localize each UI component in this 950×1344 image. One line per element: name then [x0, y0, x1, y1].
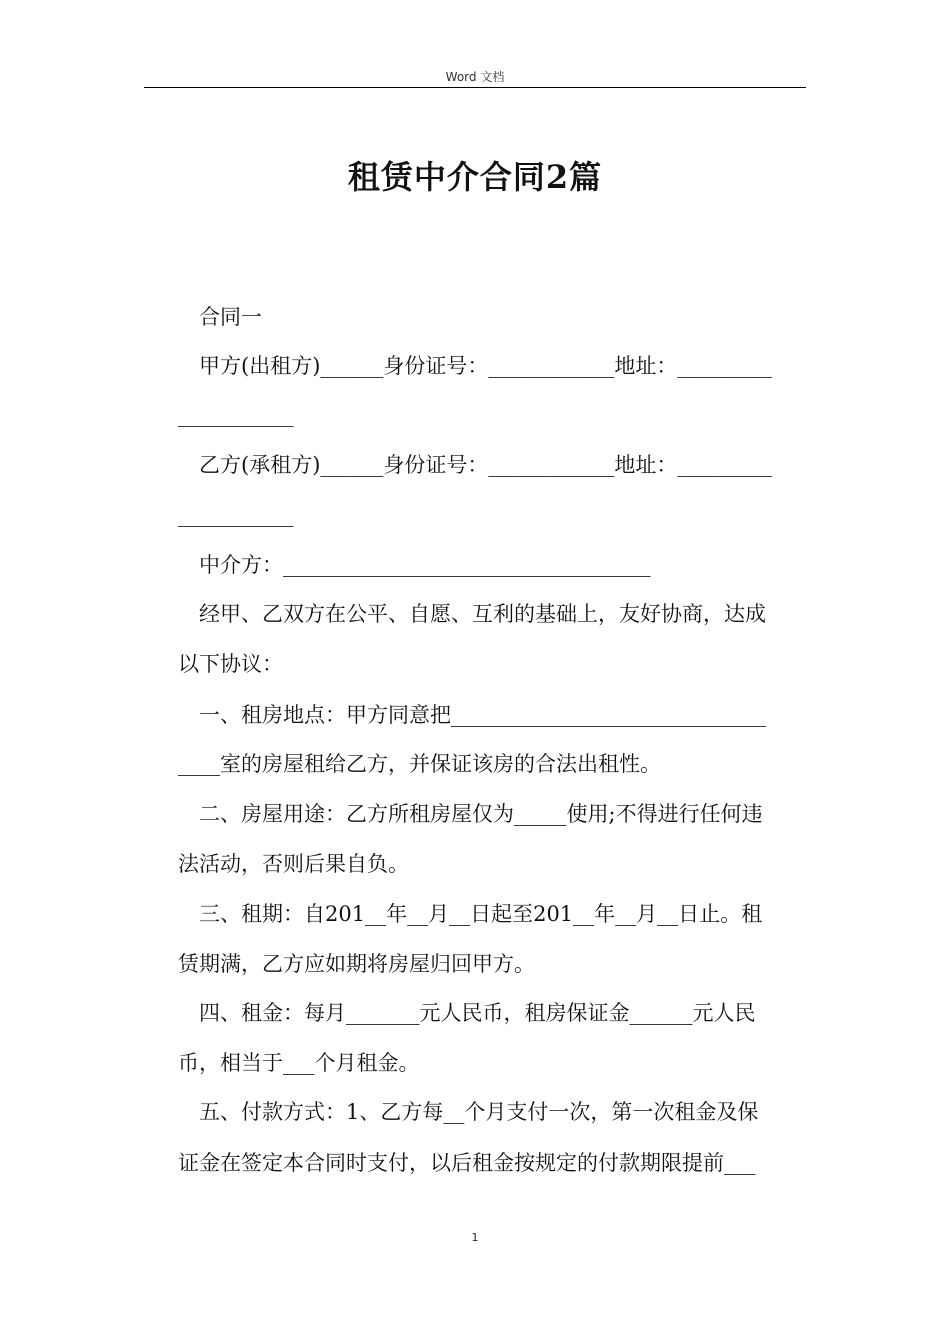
text-line: 法活动，否则后果自负。 [178, 852, 409, 876]
text-line: ___________ [178, 403, 294, 427]
text-line: 五、付款方式：1、乙方每__个月支付一次，第一次租金及保 [199, 1100, 759, 1124]
text-line: 四、租金：每月_______元人民币，租房保证金______元人民 [199, 1001, 756, 1025]
text-line: ___________ [178, 503, 294, 527]
page-number: 1 [471, 1231, 479, 1244]
text-line: 中介方：___________________________________ [199, 553, 651, 577]
text-line: 乙方(承租方)______身份证号：____________地址：_________ [199, 453, 772, 477]
text-line: 一、租房地点：甲方同意把______________________________ [199, 703, 766, 727]
text-line: 二、房屋用途：乙方所租房屋仅为_____使用;不得进行任何违 [199, 802, 763, 826]
document-title: 租赁中介合同2篇 [347, 158, 603, 196]
text-line: 币，相当于___个月租金。 [178, 1051, 420, 1075]
text-line: 赁期满，乙方应如期将房屋归回甲方。 [178, 952, 535, 976]
section-heading: 合同一 [199, 305, 262, 329]
text-line: 三、租期：自201__年__月__日起至201__年__月__日止。租 [199, 902, 763, 926]
text-line: 证金在签定本合同时支付，以后租金按规定的付款期限提前___ [178, 1151, 756, 1175]
header-rule [144, 87, 806, 88]
text-line: ____室的房屋租给乙方，并保证该房的合法出租性。 [178, 752, 661, 776]
text-line: 以下协议： [178, 652, 283, 676]
header-label: Word 文档 [445, 70, 505, 84]
text-line: 经甲、乙双方在公平、自愿、互利的基础上，友好协商，达成 [199, 602, 766, 626]
text-line: 甲方(出租方)______身份证号：____________地址：_________ [199, 354, 772, 378]
